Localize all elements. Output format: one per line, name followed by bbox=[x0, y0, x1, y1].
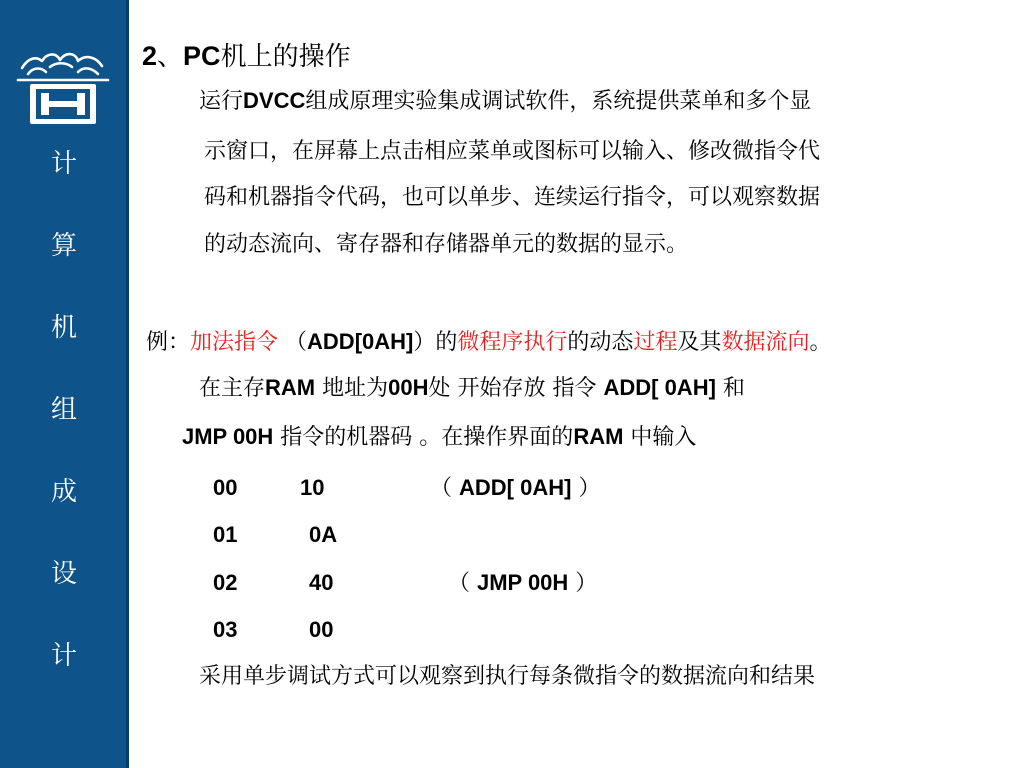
highlight-microprogram: 微程序执行 bbox=[457, 330, 568, 355]
title-char: 成 bbox=[50, 477, 77, 507]
row-mnemonic: ADD[ 0AH] bbox=[459, 475, 572, 500]
row-paren: ） bbox=[571, 476, 601, 501]
row-paren: （ bbox=[430, 476, 459, 501]
row-note bbox=[430, 473, 600, 504]
jmp-text: 中输入 bbox=[623, 425, 697, 450]
row-value: 0A bbox=[309, 522, 338, 547]
title-char: 算 bbox=[50, 231, 77, 261]
example-prefix: 例： bbox=[146, 330, 191, 355]
row-paren: （ bbox=[448, 571, 477, 596]
university-emblem-icon bbox=[14, 48, 112, 128]
example-line bbox=[146, 327, 831, 358]
example-text: 。 bbox=[809, 330, 832, 355]
title-char: 组 bbox=[50, 395, 77, 425]
example-instruction: ADD[0AH] bbox=[307, 329, 414, 354]
row-address: 00 bbox=[213, 475, 238, 500]
highlight-add-instruction: 加法指令 bbox=[190, 330, 279, 355]
ram-text: 地址为 bbox=[315, 376, 389, 401]
paragraph-line-2: 示窗口，在屏幕上点击相应菜单或图标可以输入、修改微指令代 bbox=[204, 139, 821, 164]
ram-text: 处 开始存放 指令 bbox=[428, 376, 604, 401]
ram-text: 在主存 bbox=[199, 376, 266, 401]
para-text: 组成原理实验集成调试软件，系统提供菜单和多个显 bbox=[305, 89, 812, 114]
title-char: 设 bbox=[50, 559, 77, 589]
jmp-instruction: JMP 00H bbox=[182, 424, 274, 449]
example-text: ）的 bbox=[413, 330, 458, 355]
jmp-line bbox=[182, 422, 696, 453]
row-paren: ） bbox=[568, 571, 598, 596]
row-mnemonic: JMP 00H bbox=[477, 570, 569, 595]
ram-instruction: ADD[ 0AH] bbox=[603, 375, 716, 400]
example-text: 的动态 bbox=[567, 330, 634, 355]
paragraph-line-1 bbox=[199, 86, 811, 117]
row-address: 02 bbox=[213, 570, 238, 595]
example-text: 及其 bbox=[677, 330, 722, 355]
highlight-data-flow: 数据流向 bbox=[721, 330, 810, 355]
jmp-ram: RAM bbox=[573, 424, 624, 449]
vertical-course-title bbox=[0, 148, 128, 722]
heading-number: 2 bbox=[142, 41, 158, 71]
jmp-text: 指令的机器码 。在操作界面的 bbox=[273, 425, 574, 450]
row-note bbox=[448, 568, 597, 599]
heading-separator: 、 bbox=[157, 42, 184, 72]
ram-address: 00H bbox=[388, 375, 429, 400]
row-address: 01 bbox=[213, 522, 238, 547]
para-dvcc: DVCC bbox=[243, 88, 306, 113]
heading-text: 机上的操作 bbox=[220, 42, 351, 72]
ram-text: 和 bbox=[715, 376, 745, 401]
sidebar bbox=[0, 0, 128, 768]
ram-address-line bbox=[199, 373, 745, 404]
title-char: 计 bbox=[50, 641, 77, 671]
paragraph-line-4: 的动态流向、寄存器和存储器单元的数据的显示。 bbox=[204, 232, 689, 257]
title-char: 计 bbox=[50, 149, 77, 179]
closing-line: 采用单步调试方式可以观察到执行每条微指令的数据流向和结果 bbox=[199, 664, 816, 689]
heading-pc: PC bbox=[183, 41, 221, 71]
row-value: 40 bbox=[309, 570, 334, 595]
example-text: （ bbox=[278, 330, 308, 355]
section-heading bbox=[142, 41, 351, 72]
row-address: 03 bbox=[213, 617, 238, 642]
ram-label: RAM bbox=[265, 375, 316, 400]
title-char: 机 bbox=[50, 313, 77, 343]
sidebar-divider bbox=[126, 0, 129, 768]
paragraph-line-3: 码和机器指令代码，也可以单步、连续运行指令，可以观察数据 bbox=[204, 185, 821, 210]
row-value: 00 bbox=[309, 617, 334, 642]
row-value: 10 bbox=[300, 475, 325, 500]
para-text: 运行 bbox=[199, 89, 244, 114]
highlight-process: 过程 bbox=[633, 330, 678, 355]
